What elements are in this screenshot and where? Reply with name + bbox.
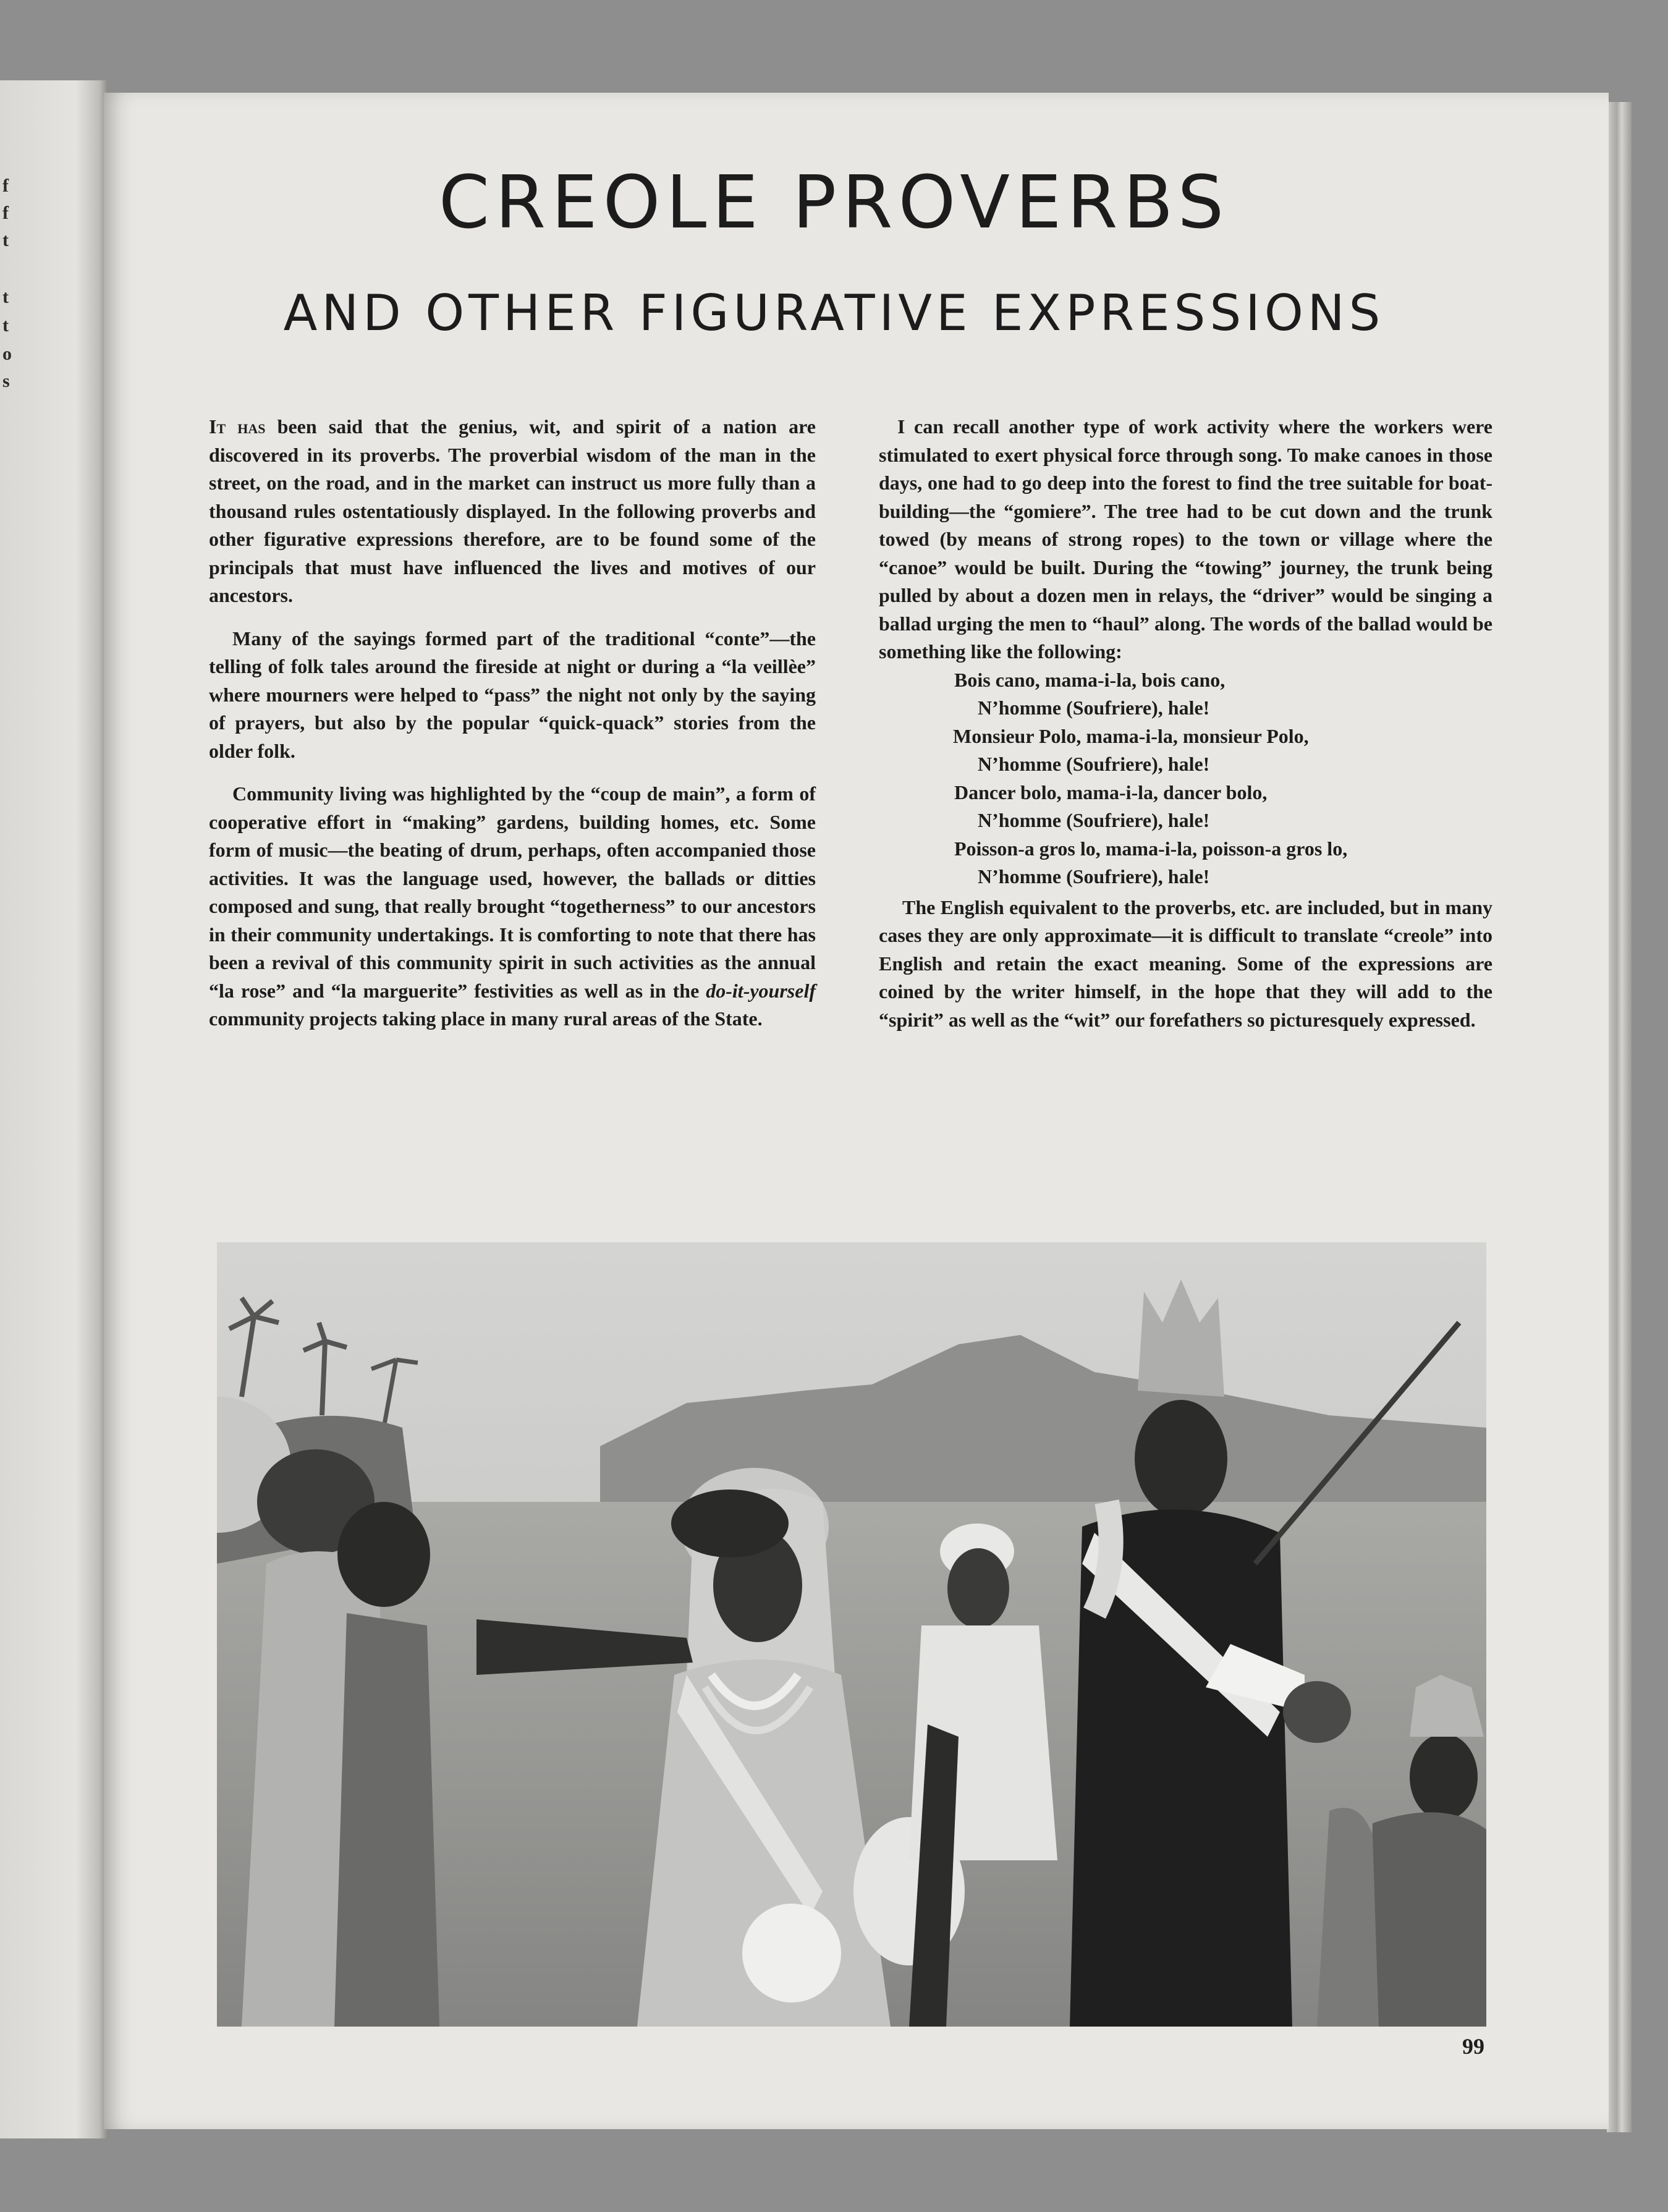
paragraph: I can recall another type of work activity where the workers were stimulated to exert physical force through song. To make canoes in those days, one had to go deep into the forest to find the tree suitable for boat-building—the “gomiere”. The tree had to be cut down and the trunk towed (by means of strong ropes) to the town or village where the “canoe” would be built. During the “towing” journey, the trunk being pulled by about a dozen men in relays, the “driver” would be singing a ballad urging the men to “haul” along. The words of the ballad would be something like the following: <box>879 415 1492 663</box>
ballad-verse <box>879 666 1492 891</box>
facing-page-fragment: t <box>2 230 9 250</box>
verse-line: Bois cano, mama-i-la, bois cano, <box>954 668 1226 691</box>
verse-line: Dancer bolo, mama-i-la, dancer bolo, <box>954 781 1268 803</box>
italic-phrase: do-it-yourself <box>706 979 816 1002</box>
facing-page-fragment: t <box>2 287 9 307</box>
verse-line: N’homme (Soufriere), hale! <box>978 865 1210 888</box>
festival-photo-image <box>217 1242 1486 2027</box>
left-column <box>209 413 816 1048</box>
article-title: CREOLE PROVERBS <box>438 159 1230 245</box>
facing-page-fragment: f <box>2 176 9 196</box>
article-subtitle: AND OTHER FIGURATIVE EXPRESSIONS <box>283 284 1385 342</box>
page-edge <box>1607 102 1632 2132</box>
paragraph <box>209 413 816 610</box>
paragraph-text: been said that the genius, wit, and spirit of a nation are discovered in its proverbs. The proverbial wisdom of the man in the street, on the road, and in the market can instruct us more fully than a thousand rules ostentatiously displayed. In the following proverbs and other figurative expressions therefore, are to be found some of the principals that must have influenced the lives and motives of our ancestors. <box>209 415 816 606</box>
paragraph-text: community projects taking place in many rural areas of the State. <box>209 1007 763 1030</box>
right-column <box>879 413 1492 1049</box>
paragraph <box>209 780 816 1033</box>
verse-line: N’homme (Soufriere), hale! <box>978 809 1210 831</box>
festival-photo <box>217 1242 1486 2027</box>
verse-line: N’homme (Soufriere), hale! <box>978 753 1210 775</box>
facing-page <box>0 80 108 2138</box>
facing-page-fragment: o <box>2 344 12 364</box>
facing-page-fragment: f <box>2 203 9 223</box>
lead-in: It has <box>209 415 266 438</box>
page-number: 99 <box>1462 2034 1484 2059</box>
facing-page-fragment: s <box>2 371 10 391</box>
paragraph: The English equivalent to the proverbs, etc. are included, but in many cases they are only approximate—it is difficult to translate “creole” into English and retain the exact meaning. Some of the expressions are coined by the writer himself, in the hope that they will add to the “spirit” as well as the “wit” our forefathers so picturesquely expressed. <box>879 896 1492 1031</box>
verse-line: Poisson-a gros lo, mama-i-la, poisson-a gros lo, <box>954 837 1348 860</box>
paragraph-text: Community living was highlighted by the “coup de main”, a form of cooperative effort in “making” gardens, building homes, etc. Some form of music—the beating of drum, perhaps, often accompanied those activities. It was the language used, however, the ballads or ditties composed and sung, that really brought “togetherness” to our ancestors in their community undertakings. It is comforting to note that there has been a revival of this community spirit in such activities as the annual “la rose” and “la marguerite” festivities as well as in the <box>209 782 816 1002</box>
verse-line: N’homme (Soufriere), hale! <box>978 697 1210 719</box>
paragraph: Many of the sayings formed part of the traditional “conte”—the telling of folk tales around the fireside at night or during a “la veillèe” where mourners were helped to “pass” the night not only by the saying of prayers, but also by the popular “quick-quack” stories from the older folk. <box>209 627 816 762</box>
verse-line: Monsieur Polo, mama-i-la, monsieur Polo, <box>953 724 1309 747</box>
facing-page-fragment: t <box>2 315 9 336</box>
